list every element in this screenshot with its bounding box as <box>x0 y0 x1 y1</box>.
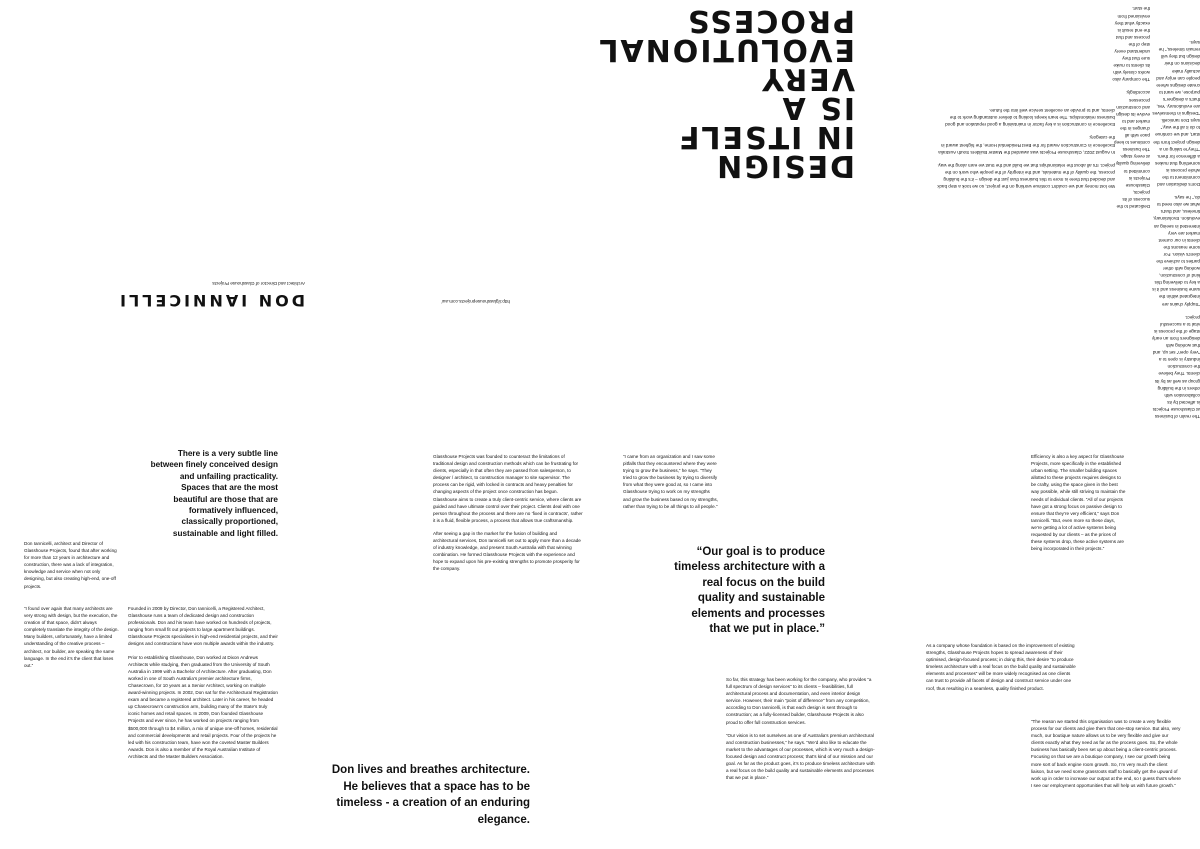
top-column-1: The realm of business at Glasshouse Projects is affected by its collaboration with others in the building group as well as by its clients. They believe the construction industry is open to a “very open” set up, and that working with designers from an early stage of the process is vital to a successful project. “Supply chains are integrated within the same business and it is a key to delivering this kind of construction, working with other parties to achieve the client’s vision. For some reasons the clients in our current market are very interested in seeing an evolution. Evolutionary, timeless, and that’s what we also need to do,” he says. Don’s dedication and commitment to the whole process is something that makes a difference for them. “They’re taking on a design project from the start, and we continue to do it all the way,” says Don Iannicelli. “Designs in themselves are evolutionary. Yes, that’s a designer’s purpose, we want to create designs where people can enjoy and actually make decisions on their design but they will remain timeless,” he says. <box>1152 40 1200 419</box>
came-from-paragraph: “I came from an organization and I saw some pitfalls that they encountered where they were trying to grow the business,” he says. “They tried to grow the business by trying to diversify from what they were good at, so I came into Glasshouse trying to work on my strengths and grow the business based on my strengths, rather than trying to be all things to all people.” <box>623 454 718 509</box>
top-column-3: Dedicated to the success of its projects, Glasshouse Projects is committed to delivering quality at every stage. The business continues to keep pace with all changes in the market and to evolve its design and construction processes accordingly. The company also works closely with its clients to make sure that they understand every step of the process and that the end result is exactly what they envisioned from the start. <box>1112 6 1150 209</box>
foundation-paragraph: As a company whose foundation is based on the improvement of existing strengths, Glasshouse Projects hopes to spread awareness of their optimised, design-focused process; in doing this, their desire “to produce timeless architecture with a real focus on the build quality and sustainable elements and processes” will be more widely recognised as one clients can trust to provide all facets of design and construct service under one roof, thus resulting in a seamless, quality finished product. <box>926 643 1076 691</box>
vision-paragraph: “Our vision is to set ourselves as one of Australia’s premium architectural and construction businesses,” he says. “We’d also like to educate the market to the advantages of our processes, which is very much a design-focused design and construct process; that’s kind of our mission and our goal. As far as the product goes, it’s to produce timeless architecture with a real focus on the build quality and sustainable elements and processes that we put in place.” <box>726 732 875 781</box>
column-strategy <box>726 676 876 787</box>
efficiency-paragraph: Efficiency is also a key aspect for Glasshouse Projects, more specifically in the established urban setting. The smaller building spaces allotted to these projects requires designs to be crafty, using the space given in the best way possible, while still striving to maintain the needs of individual clients. “All of our projects have got a strong focus on passive design to ensure that they’re very efficient,” says Don Iannicelli. “But, even more so these days, we’re getting a lot of active systems being requested by our clients – as the prices of these systems drop, these active systems are being incorporated in their projects.” <box>1031 454 1126 552</box>
headline-line: DESIGN <box>715 148 855 183</box>
pullquote-bottom: Don lives and breathes architecture. He believes that a space has to be timeless - a creation of an enduring elegance. <box>331 764 530 826</box>
gap-paragraph: After seeing a gap in the market for the fusion of building and architectural services, Don Iannicelli set out to apply more than a decade of industry knowledge, and present South Australia with that winning combination. He formed Glasshouse Projects with the experience and hope to expand upon his pre-existing strengths to promote prosperity for the company. <box>433 530 581 572</box>
headline-line: IS A <box>780 90 855 125</box>
headline-line: EVOLUTIONAL <box>597 32 855 67</box>
so-far-paragraph: So far, this strategy has been working for the company, who provides “a full spectrum of design services” to its clients – feasibilities, full architectural process and documentation, and even interior design service. However, their main “point of difference” from any competition, according to Don Iannicelli, is that each design is sent through to construction; as a fully-licensed builder, Glasshouse Projects is also proud to offer full construction services. <box>726 677 872 725</box>
headline-line: IN ITSELF <box>676 119 855 154</box>
reason-paragraph: “The reason we started this organisation was to create a very flexible process for our clients and give them that one-stop service. But also, very much, our boutique nature allows us to be very flexible and give our clients exactly what they need as far as the process goes. So, the whole business has basically been set up about being a client-centric process. Focusing on that we are a boutique company, I see our growth being more sort of back engine room growth. So, I’m very much the client liaison, but we need some grassroots staff to basically get the upward of work up in order to increase our output at the end, so I guess that’s where I see our employment opportunities that will help us with future growth.” <box>1031 719 1181 788</box>
glasshouse-founded-paragraph: Glasshouse Projects was founded to counteract the limitations of traditional design and construction methods which can be frustrating for clients, especially in that often they are passed from salesperson, to designer / architect, to construction manager to site supervisor. The process can be rigid, with locked in contracts and heavy penalties for changing aspects of the project once construction has begun. Glasshouse aims to create a truly client-centric service, where clients are guided and have ultimate control over their project. Clients deal with one person throughout the process and there are no ‘fixed in contracts’, rather it is a fluid, flexible process, a process that allows true craftsmanship. <box>433 454 583 523</box>
website-url: http://glasshouseprojects.com.au/ <box>441 299 510 304</box>
top-column-2: We lost money and we couldn’t continue working on the project, so we took a step back and decided that there is more to this business than just the design – it’s the building process, the quality of the materials, and the integrity of the people who work on the project. It’s all about the relationships that we build and the trust we earn along the way. In August 2022, Glasshouse Projects was awarded the Master Builders South Australia Excellence in Construction Award for the Best Residential Home, the highest award in the category. Excellence in construction is a key factor in maintaining a good reputation and good business relationships. The team keeps looking to deliver outstanding work to the clients, and to provide an excellent service well into the future. <box>937 108 1115 189</box>
pullquote-goal: “Our goal is to produce timeless architecture with a real focus on the build quality and sustainable elements and processes that we put in place.” <box>674 546 825 636</box>
headline <box>595 3 855 183</box>
author-name: DON IANNICELLI <box>117 291 305 310</box>
author-role: Architect and Director of Glasshouse Projects <box>212 281 305 286</box>
pullquote-left: There is a very subtle line between finely conceived design and unfailing practicality. Spaces that are the most beautiful are those that are formatively influenced, classically proportioned, sustainable and light filled. <box>150 449 278 538</box>
author-block <box>105 280 305 310</box>
column-founded <box>128 605 278 766</box>
found-quote: “I found over again that many architects are very strong with design, but the execution, the creation of that space, didn’t always completely translate the integrity of the design. Many builders, unfortunately, have a limited understanding of the creative process – architect, nor builder, are speaking the same language. In the end it’s the client that loses out.” <box>24 606 119 668</box>
headline-line: VERY <box>760 61 855 96</box>
headline-line: PROCESS <box>686 3 855 38</box>
prior-paragraph: Prior to establishing Glasshouse, Don worked at Dixon Andrews Architects while studying, then graduated from the University of South Australia in 1999 with a Bachelor of Architecture. After graduating, Don worked in one of South Australia’s premier architecture firms, Chasecrown, for 10 years as a Senior Architect, working on multiple award-winning projects. In 2002, Don sat for the Architectural Registration exam and became a registered architect. Later in his career, he headed up Chasecrown’s construction arm, building many of the State’s truly iconic homes and retail spaces. In 2009, Don founded Glasshouse Projects and ever since, he has worked on projects ranging from $500,000 through to $4 million, a mix of unique one-off homes, residential and commercial developments and retail projects. Four of the projects he led with his construction team, have won the coveted Master Builders Awards. Don is also a member of the Royal Australian Institute of Architects and the Master Builders Association. <box>128 654 278 759</box>
intro-paragraph: Don Iannicelli, architect and Director of Glasshouse Projects, found that after working for more than 12 years in architecture and construction, there was a lack of integration, knowledge and service when not only designing, but also creating high-end, one-off projects. <box>24 541 117 589</box>
founded-paragraph: Founded in 2009 by Director, Don Iannicelli, a Registered Architect, Glasshouse runs a team of dedicated design and construction professionals. Don and his team have worked on hundreds of projects, ranging from small fit out projects to large apartment buildings. Glasshouse Projects specialises in high-end residential projects, and their designs and constructions have won multiple awards within the industry. <box>128 606 278 647</box>
column-glasshouse <box>433 453 583 579</box>
